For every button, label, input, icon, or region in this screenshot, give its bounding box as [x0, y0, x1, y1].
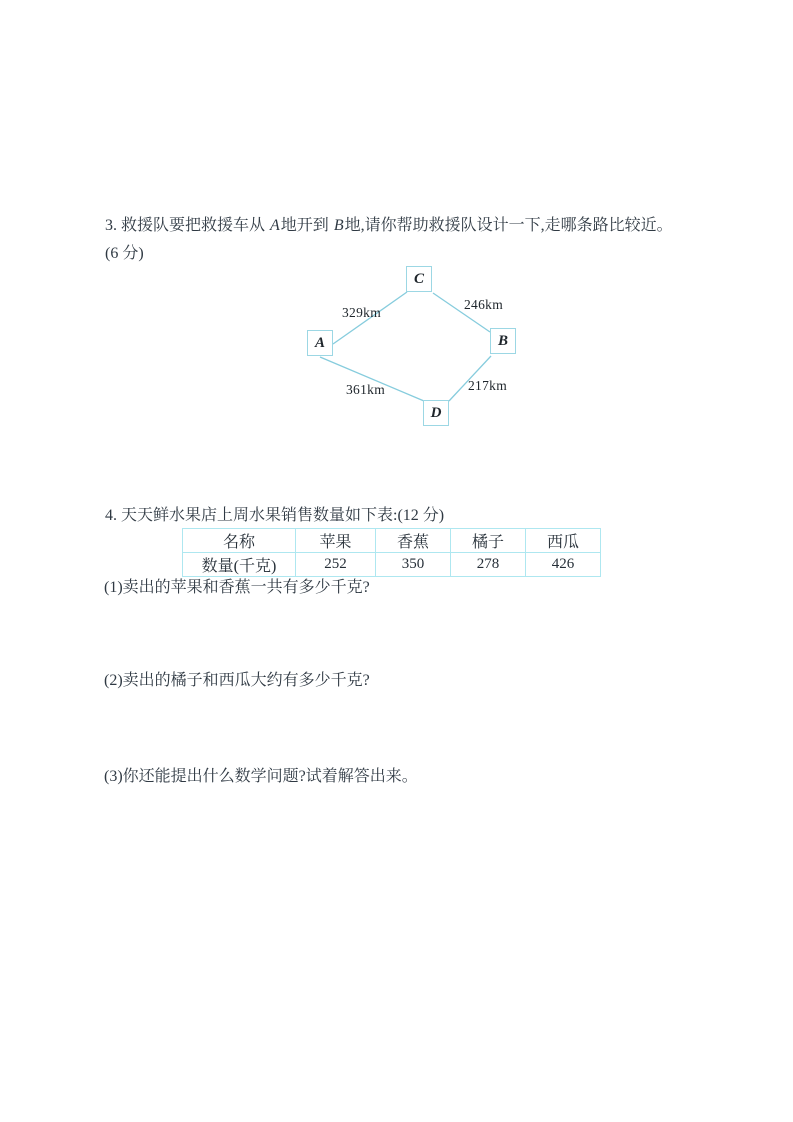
node-d: D — [423, 400, 449, 426]
header-cell-name: 名称 — [183, 529, 296, 553]
row-label-quantity: 数量(千克) — [183, 553, 296, 577]
question-4-text: 4. 天天鲜水果店上周水果销售数量如下表:(12 分) — [105, 507, 445, 524]
question-3-var-b: B — [333, 217, 344, 234]
value-banana: 350 — [376, 553, 451, 577]
question-3-var-a: A — [270, 217, 280, 234]
distance-label-cb: 246km — [464, 297, 504, 312]
question-3-suffix: 地,请你帮助救援队设计一下,走哪条路比较近。 — [344, 217, 673, 234]
sub-question-2: (2)卖出的橘子和西瓜大约有多少千克? — [104, 672, 370, 689]
question-3-text — [105, 215, 673, 237]
question-3-mid: 地开到 — [280, 217, 333, 234]
table-header-row — [183, 529, 601, 553]
value-orange: 278 — [451, 553, 526, 577]
question-3-score: (6 分) — [105, 245, 144, 262]
header-cell-banana: 香蕉 — [376, 529, 451, 553]
sub-question-3: (3)你还能提出什么数学问题?试着解答出来。 — [104, 768, 418, 785]
value-apple: 252 — [296, 553, 376, 577]
distance-label-db: 217km — [468, 378, 508, 393]
route-diagram — [300, 260, 530, 435]
node-c: C — [406, 266, 432, 292]
value-watermelon: 426 — [526, 553, 601, 577]
fruit-sales-table — [182, 528, 601, 577]
sub-question-1: (1)卖出的苹果和香蕉一共有多少千克? — [104, 579, 370, 596]
question-3-prefix: 3. 救援队要把救援车从 — [105, 217, 270, 234]
node-a: A — [307, 330, 333, 356]
distance-label-ad: 361km — [346, 382, 386, 397]
header-cell-apple: 苹果 — [296, 529, 376, 553]
distance-label-ac: 329km — [342, 305, 382, 320]
table-data-row — [183, 553, 601, 577]
header-cell-watermelon: 西瓜 — [526, 529, 601, 553]
node-b: B — [490, 328, 516, 354]
header-cell-orange: 橘子 — [451, 529, 526, 553]
